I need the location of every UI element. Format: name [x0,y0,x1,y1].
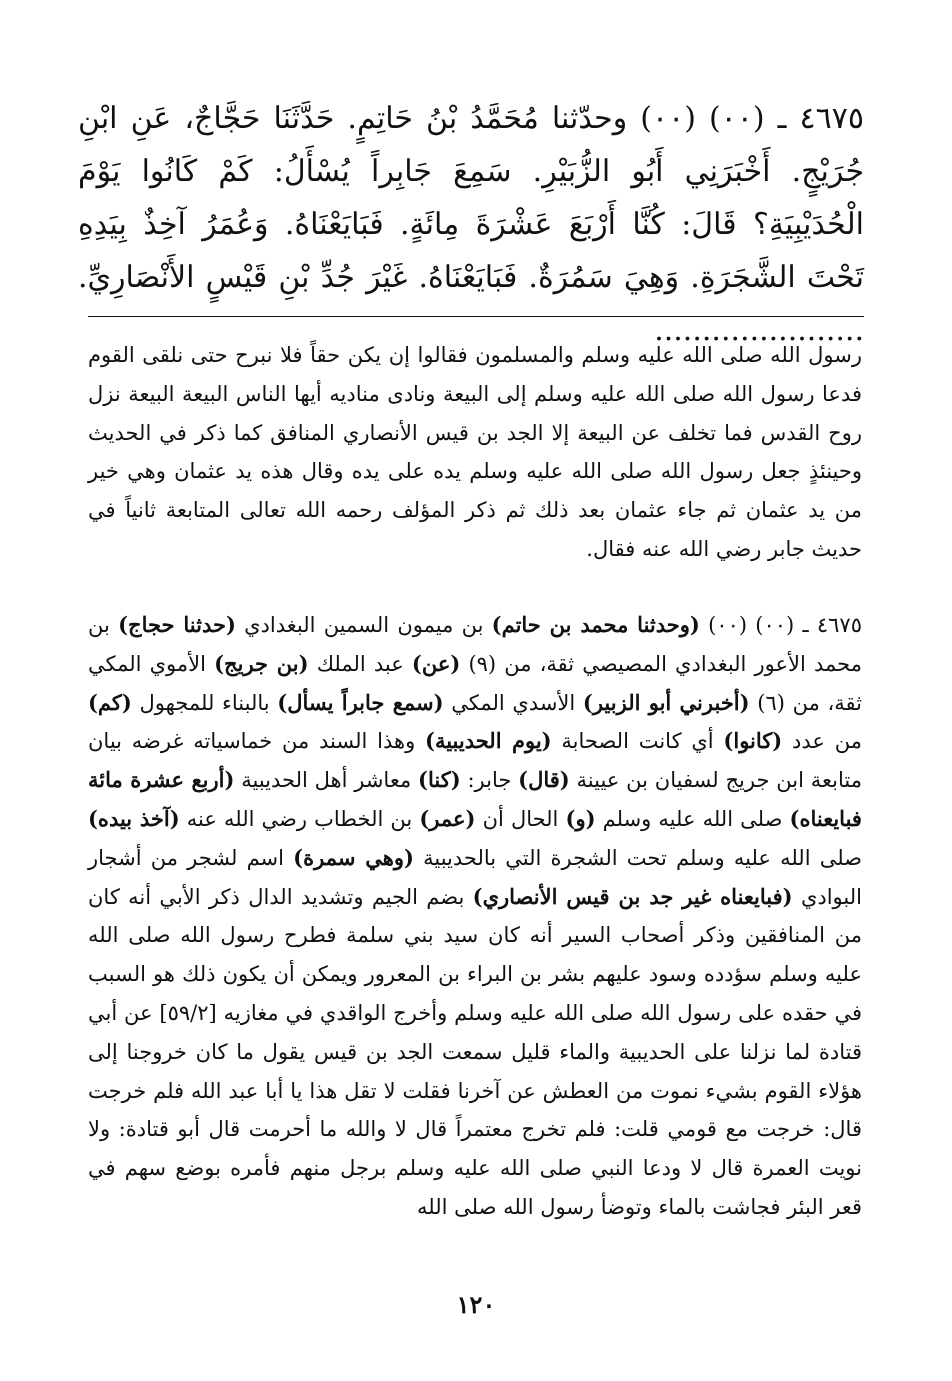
quoted-phrase: (كنا) [418,767,461,793]
quoted-phrase: (كم) [88,689,132,715]
quoted-phrase: (عن) [411,650,461,676]
commentary-text: من عدد [792,729,862,754]
quoted-phrase: (بن جريج) [214,650,309,676]
commentary-text: بن ميمون السمين البغدادي [244,613,484,637]
commentary-text: بن الخطاب رضي الله عنه [186,806,413,831]
commentary-text: معاشر أهل الحديبية [241,768,412,793]
quoted-phrase: (أخبرني أبو الزبير) [582,689,750,715]
quoted-phrase: (عمر) [419,805,476,831]
commentary-main-block [88,606,862,1227]
commentary-text: بضم الجيم وتشديد الدال ذكر الأبي أنه كان من المنافقين وذكر أصحاب السير أنه كان سيد بني سلمة فطرح رسول الله صلى الله عليه وسلم سؤدده وسود عليهم بشر بن البراء بن المعرور ويمكن أن يكون ذلك هو السبب في حقده على رسول الله صلى الله عليه وسلم وأخرج الواقدي في مغازيه [٥٩/٢] عن أبي قتادة لما نزلنا على الحديبية والماء قليل سمعت الجد بن قيس يقول ما كان خروجنا إلى هؤلاء القوم بشيء نموت من العطش عن آخرنا فقلت لا تقل هذا يا أبا عبد الله فلم خرجت قال: خرجت مع قومي قلت: فلم تخرج معتمراً قال لا والله ما أحرمت قال أبو قتادة: ولا نويت العمرة قال لا ودعا النبي صلى الله عليه وسلم برجل منهم فأمره بوضع سهم في قعر البئر فجاشت بالماء وتوضأ رسول الله صلى الله [88,884,862,1219]
quoted-phrase: (آخذ بيده) [88,805,180,831]
quoted-phrase: (كانوا) [723,728,783,754]
commentary-text: الحال أن [482,806,559,831]
quoted-phrase: (حدثنا حجاج) [118,612,236,637]
commentary-text: الأموي المكي ثقة، من (٦) [88,651,862,715]
commentary-intro: رسول الله صلى الله عليه وسلم والمسلمون فقالوا إن يكن حقاً فلا نبرح حتى نلقى القوم فدعا رسول الله صلى الله عليه وسلم إلى البيعة ونادى مناديه أيها الناس البيعة البيعة نزل روح القدس فما تخلف عن البيعة إلا الجد بن قيس الأنصاري المنافق كما ذكر في الحديث وحينئذٍ جعل رسول الله صلى الله عليه وسلم يده على يده وقال هذه يد عثمان وهي خير من يد عثمان ثم جاء عثمان بعد ذلك ثم ذكر المؤلف رحمه الله تعالى المتابعة ثانياً في حديث جابر رضي الله عنه فقال. [88,343,863,561]
quoted-phrase: (فبايعناه غير جد بن قيس الأنصاري) [472,883,793,909]
commentary-text: بن محمد الأعور البغدادي المصيصي ثقة، من (٩) [88,613,862,676]
hadith-paragraph [78,92,864,357]
commentary-text: جابر: [467,768,512,793]
hadith-number: ٤٦٧٥ ـ (٠٠) (٠٠) [640,101,864,136]
commentary-text: بالبناء للمجهول [139,690,270,715]
commentary-text: وهذا السند من خماسياته غرضه بيان متابعة ابن جريج لسفيان بن عيينة [88,729,862,793]
commentary-intro-block [88,336,862,569]
quoted-phrase: (و) [565,805,596,831]
commentary-text: صلى الله عليه وسلم [602,806,783,831]
commentary-text: عبد الملك [316,651,404,676]
quoted-phrase: (قال) [518,767,570,793]
hadith-text-block [78,92,864,357]
commentary-number: ٤٦٧٥ ـ (٠٠) (٠٠) [708,613,862,637]
quoted-phrase: (يوم الحديبية) [425,728,552,754]
quoted-phrase: (سمع جابراً يسأل) [277,689,444,715]
commentary-text: صلى الله عليه وسلم تحت الشجرة التي بالحديبية [423,845,863,870]
hadith-dots: ...................... [654,313,864,348]
quoted-phrase: (أربع عشرة مائة فبايعناه) [88,767,862,831]
footnote-divider [88,316,864,317]
commentary-text: أي كانت الصحابة [561,729,714,754]
page-number: ١٢٠ [456,1290,496,1319]
commentary-text: الأسدي المكي [451,690,576,715]
commentary-text: اسم لشجر من أشجار البوادي [88,845,862,909]
hadith-body: وحدّثنا مُحَمَّدُ بْنُ حَاتِمٍ. حَدَّثَنَا حَجَّاجٌ، عَنِ ابْنِ جُرَيْجٍ. أَخْبَرَنِي أَبُو الزُّبَيْرِ. سَمِعَ جَابِراً يُسْأَلُ: كَمْ كَانُوا يَوْمَ الْحُدَيْبِيَةِ؟ قَالَ: كُنَّا أَرْبَعَ عَشْرَةَ مِائَةٍ. فَبَايَعْنَاهُ. وَعُمَرُ آخِذٌ بِيَدِهِ تَحْتَ الشَّجَرَةِ. وَهِيَ سَمُرَةٌ. فَبَايَعْنَاهُ. غَيْرَ جُدِّ بْنِ قَيْسٍ الأَنْصَارِيِّ. [78,101,864,295]
quoted-phrase: (وهي سمرة) [293,844,414,870]
commentary-main-paragraph [88,606,862,1227]
quoted-phrase: (وحدثنا محمد بن حاتم) [491,612,700,637]
